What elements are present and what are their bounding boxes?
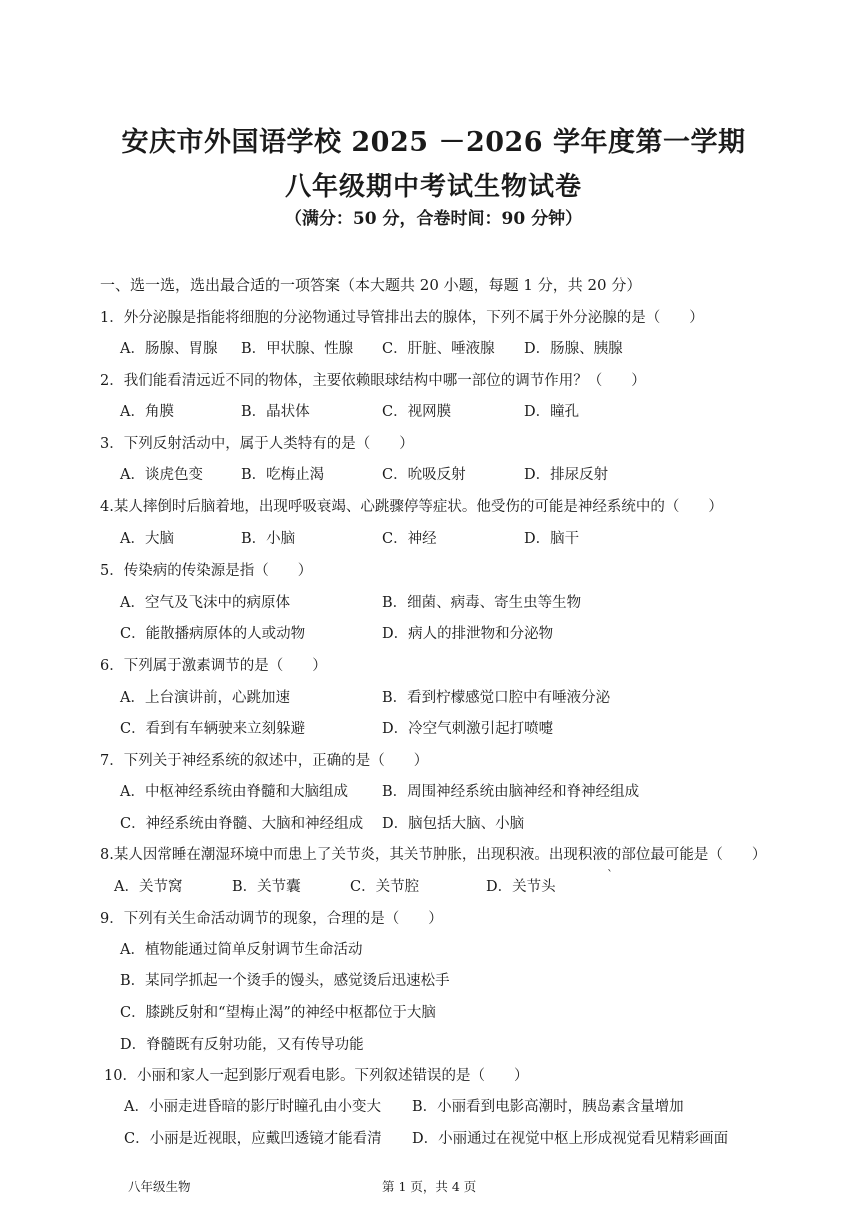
question-2-option-b: B．晶状体 — [241, 404, 310, 420]
question-1-option-d: D．肠腺、胰腺 — [524, 341, 623, 357]
question-7-option-d: D．脑包括大脑、小脑 — [382, 816, 525, 832]
question-2-option-a: A．角膜 — [120, 404, 174, 420]
question-8-option-a: A．关节窝 — [114, 879, 183, 895]
question-10-option-d: D．小丽通过在视觉中枢上形成视觉看见精彩画面 — [412, 1131, 729, 1147]
question-3-option-c: C．吮吸反射 — [382, 467, 466, 483]
question-4-option-c: C．神经 — [382, 531, 437, 547]
question-1-option-c: C．肝脏、唾液腺 — [382, 341, 495, 357]
question-9-option-c: C．膝跳反射和“望梅止渴”的神经中枢都位于大脑 — [120, 1005, 436, 1021]
question-8-stem: 8.某人因常睡在潮湿环境中而患上了关节炎，其关节肿胀，出现积液。出现积液的部位最可能是（ ） — [100, 847, 767, 863]
question-1-option-b: B．甲状腺、性腺 — [241, 341, 354, 357]
question-5-option-d: D．病人的排泄物和分泌物 — [382, 626, 554, 642]
question-10-stem: 10．小丽和家人一起到影厅观看电影。下列叙述错误的是（ ） — [104, 1068, 529, 1084]
question-5-option-c: C．能散播病原体的人或动物 — [120, 626, 306, 642]
stray-pen-mark: ˋ — [607, 868, 613, 882]
question-9-option-a: A．植物能通过简单反射调节生命活动 — [120, 942, 363, 958]
question-4-option-b: B．小脑 — [241, 531, 296, 547]
question-6-option-a: A．上台演讲前，心跳加速 — [120, 690, 290, 706]
question-1-option-a: A．肠腺、胃腺 — [120, 341, 218, 357]
question-2-stem: 2．我们能看清远近不同的物体，主要依赖眼球结构中哪一部位的调节作用？（ ） — [100, 373, 646, 389]
question-10-option-c: C．小丽是近视眼，应戴凹透镜才能看清 — [124, 1131, 382, 1147]
exam-title-school: 安庆市外国语学校 2025 －2026 学年度第一学期 — [121, 127, 746, 158]
question-4-option-a: A．大脑 — [120, 531, 174, 547]
footer-page-number: 第 1 页，共 4 页 — [382, 1179, 477, 1194]
question-6-option-c: C．看到有车辆驶来立刻躲避 — [120, 721, 306, 737]
exam-title-subject: 八年级期中考试生物试卷 — [284, 172, 582, 202]
question-7-stem: 7．下列关于神经系统的叙述中，正确的是（ ） — [100, 753, 429, 769]
question-3-option-d: D．排尿反射 — [524, 467, 609, 483]
question-6-stem: 6．下列属于激素调节的是（ ） — [100, 658, 327, 674]
question-5-option-b: B．细菌、病毒、寄生虫等生物 — [382, 595, 582, 611]
question-5-option-a: A．空气及飞沫中的病原体 — [120, 595, 290, 611]
exam-subtitle: （满分：50 分，合卷时间：90 分钟） — [284, 209, 583, 229]
question-7-option-c: C．神经系统由脊髓、大脑和神经组成 — [120, 816, 364, 832]
question-8-option-c: C．关节腔 — [350, 879, 420, 895]
question-8-option-d: D．关节头 — [486, 879, 556, 895]
question-9-option-d: D．脊髓既有反射功能，又有传导功能 — [120, 1037, 364, 1053]
question-10-option-b: B．小丽看到电影高潮时，胰岛素含量增加 — [412, 1099, 684, 1115]
footer-subject: 八年级生物 — [128, 1179, 191, 1194]
question-4-stem: 4.某人摔倒时后脑着地，出现呼吸衰竭、心跳骤停等症状。他受伤的可能是神经系统中的（ ） — [100, 499, 723, 515]
question-9-option-b: B．某同学抓起一个烫手的馒头，感觉烫后迅速松手 — [120, 973, 450, 989]
question-7-option-b: B．周围神经系统由脑神经和脊神经组成 — [382, 784, 640, 800]
question-6-option-b: B．看到柠檬感觉口腔中有唾液分泌 — [382, 690, 611, 706]
question-9-stem: 9．下列有关生命活动调节的现象，合理的是（ ） — [100, 911, 443, 927]
question-3-option-a: A．谈虎色变 — [120, 467, 203, 483]
question-2-option-d: D．瞳孔 — [524, 404, 580, 420]
question-1-stem: 1．外分泌腺是指能将细胞的分泌物通过导管排出去的腺体，下列不属于外分泌腺的是（ ） — [100, 310, 704, 326]
question-3-stem: 3．下列反射活动中，属于人类特有的是（ ） — [100, 436, 414, 452]
question-2-option-c: C．视网膜 — [382, 404, 452, 420]
question-8-option-b: B．关节囊 — [232, 879, 301, 895]
question-10-option-a: A．小丽走进昏暗的影厅时瞳孔由小变大 — [124, 1099, 381, 1115]
question-5-stem: 5．传染病的传染源是指（ ） — [100, 563, 313, 579]
question-3-option-b: B．吃梅止渴 — [241, 467, 325, 483]
question-6-option-d: D．冷空气刺激引起打喷嚏 — [382, 721, 554, 737]
section-heading: 一、选一选，选出最合适的一项答案（本大题共 20 小题，每题 1 分，共 20 分） — [100, 276, 642, 294]
question-4-option-d: D．脑干 — [524, 531, 580, 547]
question-7-option-a: A．中枢神经系统由脊髓和大脑组成 — [120, 784, 348, 800]
